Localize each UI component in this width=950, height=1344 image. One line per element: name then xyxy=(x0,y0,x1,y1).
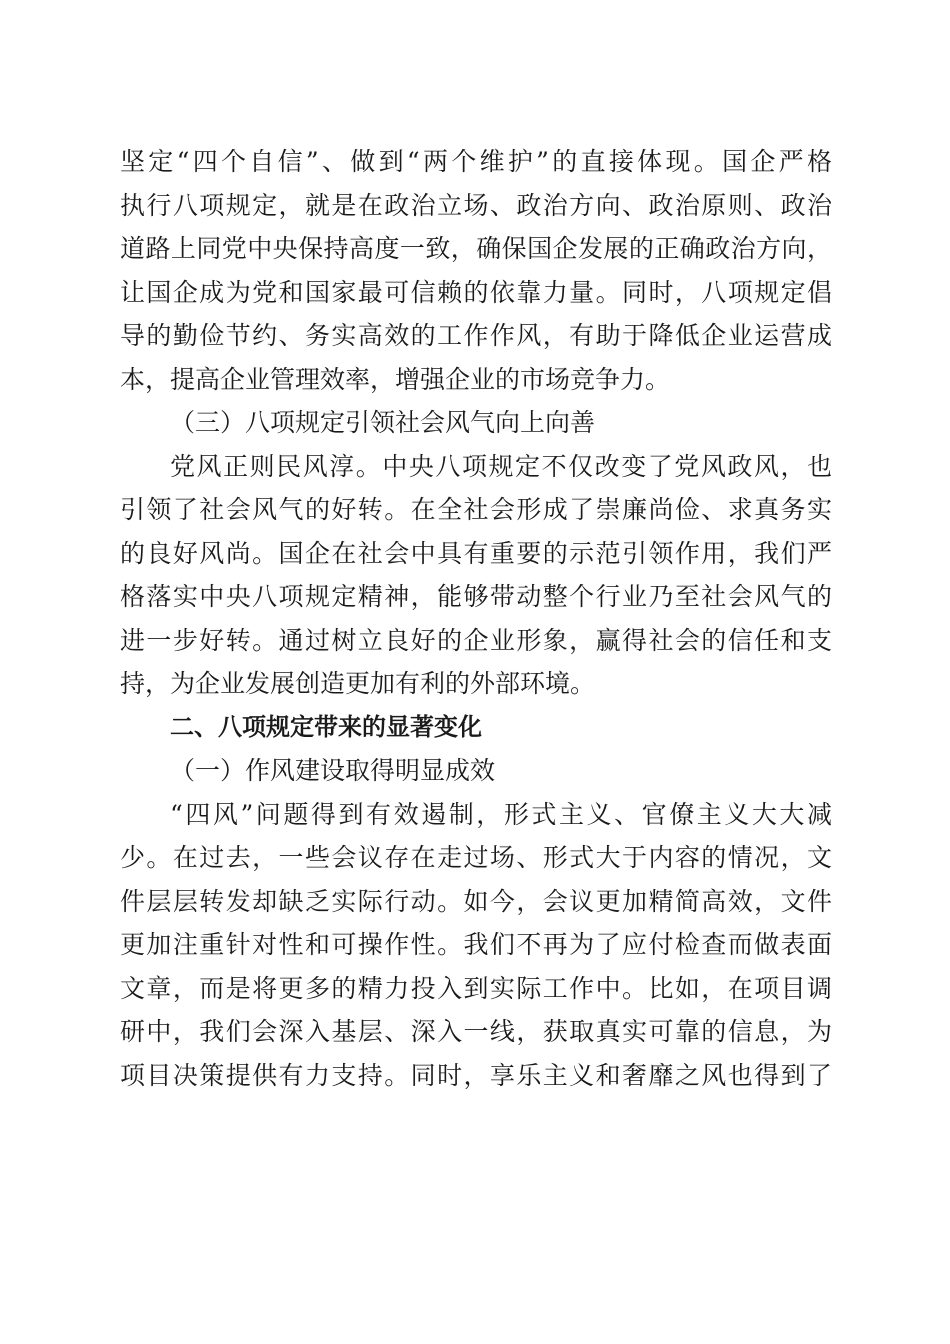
paragraph-line: 更加注重针对性和可操作性。我们不再为了应付检查而做表面 xyxy=(120,930,832,959)
paragraph-line: 执行八项规定，就是在政治立场、政治方向、政治原则、政治 xyxy=(120,190,832,220)
paragraph-line: 的良好风尚。国企在社会中具有重要的示范引领作用，我们严 xyxy=(120,538,832,568)
paragraph-line: 持，为企业发展创造更加有利的外部环境。 xyxy=(120,669,596,698)
paragraph-line: 进一步好转。通过树立良好的企业形象，赢得社会的信任和支 xyxy=(120,625,832,655)
document-body xyxy=(120,140,832,1097)
paragraph-line: 本，提高企业管理效率，增强企业的市场竞争力。 xyxy=(120,364,671,394)
paragraph-line: 件层层转发却缺乏实际行动。如今，会议更加精简高效，文件 xyxy=(120,886,832,916)
paragraph-line: 研中，我们会深入基层、深入一线，获取真实可靠的信息，为 xyxy=(120,1017,832,1046)
paragraph-line: 文章，而是将更多的精力投入到实际工作中。比如，在项目调 xyxy=(120,973,832,1003)
section-heading: 二、八项规定带来的显著变化 xyxy=(170,712,482,741)
section-subheading: （三）八项规定引领社会风气向上向善 xyxy=(170,408,596,437)
paragraph-line: 少。在过去，一些会议存在走过场、形式大于内容的情况，文 xyxy=(120,843,832,872)
paragraph-line: 导的勤俭节约、务实高效的工作作风，有助于降低企业运营成 xyxy=(120,321,832,350)
paragraph-line: 党风正则民风淳。中央八项规定不仅改变了党风政风，也 xyxy=(170,451,832,481)
paragraph-line: 项目决策提供有力支持。同时，享乐主义和奢靡之风也得到了 xyxy=(120,1060,832,1090)
paragraph-line: 坚定“四个自信”、做到“两个维护”的直接体现。国企严格 xyxy=(120,147,832,176)
paragraph-line: 让国企成为党和国家最可信赖的依靠力量。同时，八项规定倡 xyxy=(120,277,832,307)
paragraph-line: “四风”问题得到有效遏制，形式主义、官僚主义大大减 xyxy=(170,799,832,829)
paragraph-line: 引领了社会风气的好转。在全社会形成了崇廉尚俭、求真务实 xyxy=(120,495,832,524)
section-subheading: （一）作风建设取得明显成效 xyxy=(170,756,496,785)
paragraph-line: 道路上同党中央保持高度一致，确保国企发展的正确政治方向， xyxy=(120,234,832,263)
paragraph-line: 格落实中央八项规定精神，能够带动整个行业乃至社会风气的 xyxy=(120,582,832,611)
